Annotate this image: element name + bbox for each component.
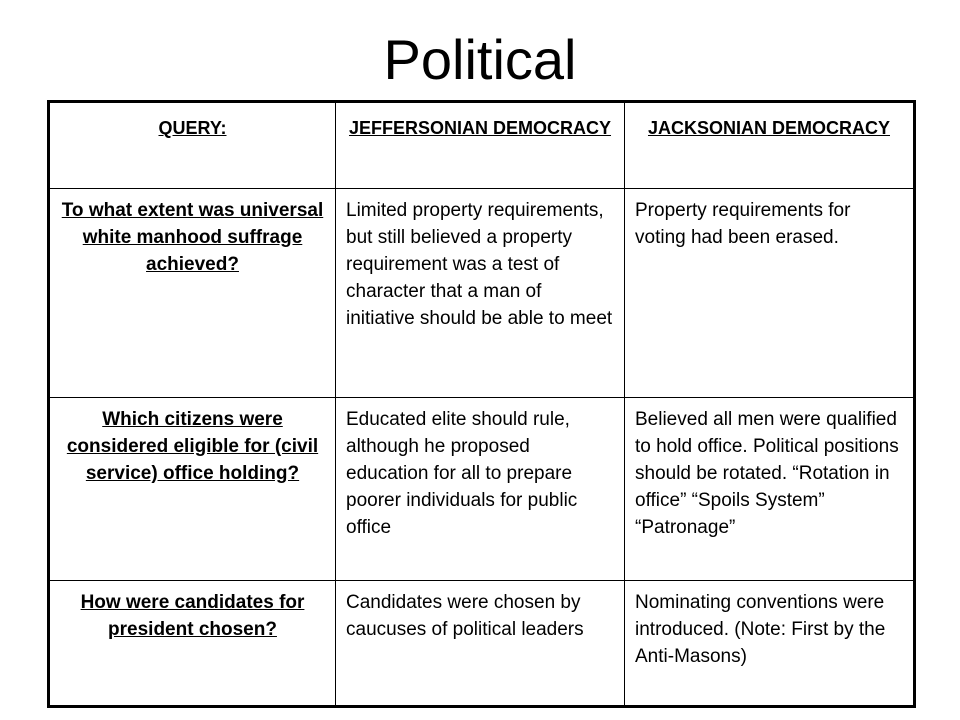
jacksonian-candidate-selection: Nominating conventions were introduced. (Note: First by the Anti-Masons): [625, 581, 915, 707]
query-candidate-selection: How were candidates for president chosen?: [49, 581, 336, 707]
jeffersonian-candidate-selection: Candidates were chosen by caucuses of political leaders: [336, 581, 625, 707]
jeffersonian-office-holding: Educated elite should rule, although he proposed education for all to prepare poorer individuals for public office: [336, 398, 625, 581]
jacksonian-office-holding: Believed all men were qualified to hold office. Political positions should be rotated. “Rotation in office” “Spoils System” “Patronage”: [625, 398, 915, 581]
header-jeffersonian: JEFFERSONIAN DEMOCRACY: [336, 102, 625, 189]
comparison-table: [47, 100, 916, 708]
header-jacksonian: JACKSONIAN DEMOCRACY: [625, 102, 915, 189]
table-row: [49, 398, 915, 581]
table-row: [49, 581, 915, 707]
slide-title: Political: [383, 28, 577, 91]
table-row: [49, 189, 915, 398]
jacksonian-suffrage: Property requirements for voting had been erased.: [625, 189, 915, 398]
query-office-holding: Which citizens were considered eligible for (civil service) office holding?: [49, 398, 336, 581]
header-query: QUERY:: [49, 102, 336, 189]
query-suffrage: To what extent was universal white manhood suffrage achieved?: [49, 189, 336, 398]
jeffersonian-suffrage: Limited property requirements, but still believed a property requirement was a test of character that a man of initiative should be able to meet: [336, 189, 625, 398]
table-header-row: [49, 102, 915, 189]
